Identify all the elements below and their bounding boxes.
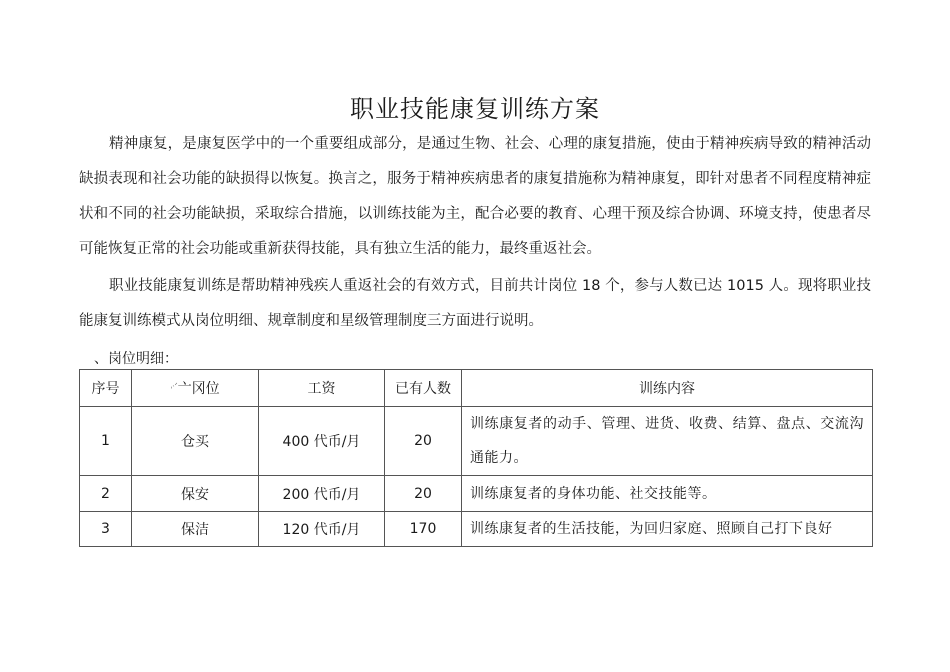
table-row <box>80 512 873 547</box>
document-title: 职业技能康复训练方案 <box>350 95 600 123</box>
cell-wage: 400 代币/月 <box>259 407 385 476</box>
header-count: 已有人数 <box>385 370 462 407</box>
table-header-row <box>80 370 873 407</box>
cell-content: 训练康复者的生活技能，为回归家庭、照顾自己打下良好 <box>462 512 873 547</box>
cell-wage: 120 代币/月 <box>259 512 385 547</box>
header-content: 训练内容 <box>462 370 873 407</box>
intro-paragraph: 精神康复，是康复医学中的一个重要组成部分，是通过生物、社会、心理的康复措施，使由于精神疾病导致的精神活动缺损表现和社会功能的缺损得以恢复。换言之，服务于精神疾病患者的康复措施称为精神康复，即针对患者不同程度精神症状和不同的社会功能缺损，采取综合措施，以训练技能为主，配合必要的教育、心理干预及综合协调、环境支持，使患者尽可能恢复正常的社会功能或重新获得技能，具有独立生活的能力，最终重返社会。 <box>79 136 871 257</box>
table-row <box>80 407 873 476</box>
cell-no: 1 <box>80 407 132 476</box>
header-post-label: 亠冈位 <box>177 381 220 397</box>
cell-post: 保安 <box>132 476 259 512</box>
table-row <box>80 476 873 512</box>
cell-post: 仓买 <box>132 407 259 476</box>
post-details-table <box>79 369 873 547</box>
header-post <box>132 370 259 407</box>
summary-paragraph: 职业技能康复训练是帮助精神残疾人重返社会的有效方式，目前共计岗位 18 个，参与人数已达 1015 人。现将职业技能康复训练模式从岗位明细、规章制度和星级管理制度三方面进行说明。 <box>79 278 871 329</box>
cell-no: 2 <box>80 476 132 512</box>
cell-count: 170 <box>385 512 462 547</box>
cell-count: 20 <box>385 476 462 512</box>
cell-content: 训练康复者的动手、管理、进货、收费、结算、盘点、交流沟通能力。 <box>462 407 873 476</box>
cell-post: 保洁 <box>132 512 259 547</box>
section-heading: 、岗位明细： <box>94 351 178 367</box>
header-post-mark: ˌ˴ᐟ <box>170 381 178 390</box>
header-no: 序号 <box>80 370 132 407</box>
cell-count: 20 <box>385 407 462 476</box>
header-wage: 工资 <box>259 370 385 407</box>
cell-wage: 200 代币/月 <box>259 476 385 512</box>
cell-no: 3 <box>80 512 132 547</box>
cell-content: 训练康复者的身体功能、社交技能等。 <box>462 476 873 512</box>
